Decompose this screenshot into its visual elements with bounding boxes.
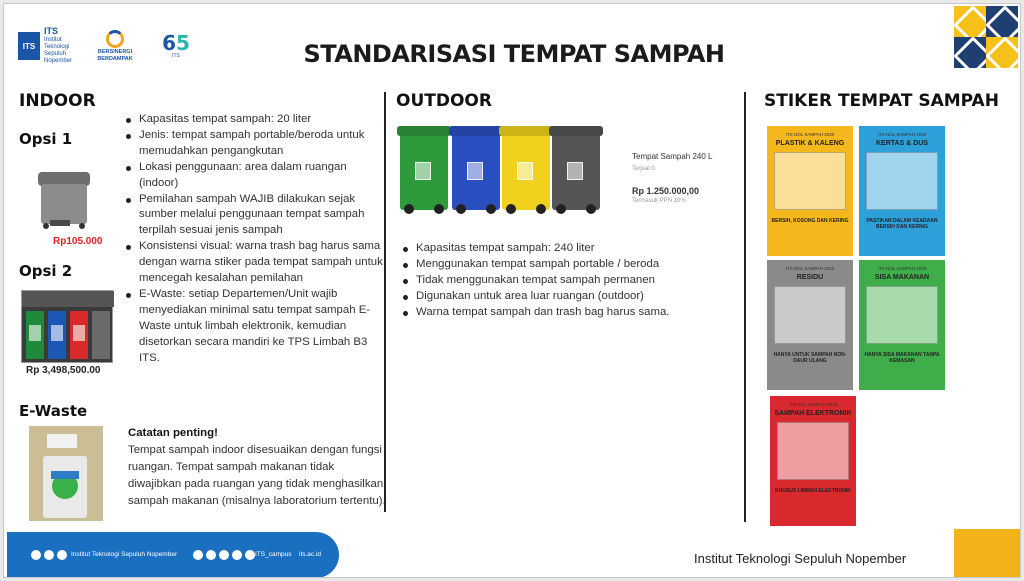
product-price: Rp 1.250.000,00 <box>632 186 700 196</box>
outdoor-bullet: Tidak menggunakan tempat sampah permanen <box>402 273 732 289</box>
slide <box>3 3 1021 578</box>
indoor-bullet: Konsistensi visual: warna trash bag harus sama dengan warna stiker pada tempat sampah untuk mencegah kesalahan pemilahan <box>125 239 383 287</box>
its-logo: ITS ITS Institut Teknologi Sepuluh Nopember <box>18 28 74 65</box>
indoor-bullet: Pemilahan sampah WAJIB dilakukan sejak sumber melalui penggunaan tempat sampah terpilah sesuai jenis sampah <box>125 192 383 240</box>
stickers-heading: STIKER TEMPAT SAMPAH <box>764 91 999 111</box>
indoor-bullet-list <box>125 112 383 367</box>
sticker-footer: KHUSUS LIMBAH ELEKTRONIK <box>775 488 851 494</box>
indoor-bullet: Jenis: tempat sampah portable/beroda untuk memudahkan pengangkutan <box>125 128 383 160</box>
outdoor-bullet: Warna tempat sampah dan trash bag harus sama. <box>402 305 732 321</box>
sticker-residu <box>767 260 853 390</box>
x-icon[interactable] <box>193 550 203 560</box>
opsi-1-price: Rp105.000 <box>53 236 103 247</box>
threads-icon[interactable] <box>206 550 216 560</box>
note-text: Tempat sampah indoor disesuaikan dengan fungsi ruangan. Tempat sampah makanan tidak diwajibkan pada ruangan yang tidak menghasilkan sampah makanan (misalnya laboratorium tertentu). <box>128 444 386 507</box>
sticker-name: PLASTIK & KALENG <box>775 140 845 147</box>
ewaste-label: E-Waste <box>19 402 88 420</box>
facebook-icon[interactable] <box>31 550 41 560</box>
sticker-header: ITS NOL SAMPAH 2030 <box>785 132 835 137</box>
sticker-illustration <box>866 152 938 210</box>
outdoor-bins-image <box>396 124 724 220</box>
divider-right <box>744 92 746 522</box>
sticker-header: ITS NOL SAMPAH 2030 <box>785 266 835 271</box>
logo-row <box>18 26 196 66</box>
its-65-logo: 65 ITS <box>162 31 190 59</box>
sticker-kertas-dus <box>859 126 945 256</box>
sticker-header: ITS NOL SAMPAH 2030 <box>877 266 927 271</box>
social-icons <box>31 550 67 560</box>
sticker-footer: HANYA SISA MAKANAN TANPA KEMASAN <box>864 352 940 364</box>
sticker-name: SAMPAH ELEKTRONIK <box>774 410 852 417</box>
sticker-header: ITS NOL SAMPAH 2030 <box>877 132 927 137</box>
footer-institution: Institut Teknologi Sepuluh Nopember <box>694 551 907 566</box>
outdoor-bullet: Kapasitas tempat sampah: 240 liter <box>402 241 732 257</box>
opsi-2-price: Rp 3,498,500.00 <box>26 365 101 376</box>
outdoor-bullet: Menggunakan tempat sampah portable / beroda <box>402 257 732 273</box>
sticker-sampah-elektronik <box>770 396 856 526</box>
product-name: Tempat Sampah 240 L <box>632 152 713 161</box>
outdoor-bin <box>452 132 500 210</box>
linkedin-icon[interactable] <box>57 550 67 560</box>
outdoor-bullet: Digunakan untuk area luar ruangan (outdoor) <box>402 289 732 305</box>
note-title: Catatan penting! <box>128 427 218 439</box>
outdoor-bin <box>400 132 448 210</box>
product-tax: Termasuk PPN 10% <box>632 198 686 204</box>
spotify-icon[interactable] <box>232 550 242 560</box>
sticker-illustration <box>774 152 846 210</box>
instagram-icon[interactable] <box>219 550 229 560</box>
indoor-bullet: Kapasitas tempat sampah: 20 liter <box>125 112 383 128</box>
page-title: STANDARISASI TEMPAT SAMPAH <box>303 40 725 68</box>
indoor-bullet: Lokasi penggunaan: area dalam ruangan (indoor) <box>125 160 383 192</box>
sticker-header: ITS NOL SAMPAH 2030 <box>788 402 838 407</box>
opsi-2-label: Opsi 2 <box>19 262 73 280</box>
footer-bar <box>7 532 339 578</box>
indoor-bin-set-image <box>21 290 113 363</box>
sticker-name: SISA MAKANAN <box>874 274 930 281</box>
youtube-icon[interactable] <box>44 550 54 560</box>
sticker-name: KERTAS & DUS <box>876 140 928 147</box>
outdoor-bullet-list <box>402 241 732 321</box>
sticker-footer: BERSIH, KOSONG DAN KERING <box>771 218 849 224</box>
footer-left-text: Institut Teknologi Sepuluh Nopember <box>71 551 178 558</box>
tiktok-icon[interactable] <box>245 550 255 560</box>
outdoor-bin <box>552 132 600 210</box>
berdampak-logo: BERSINERGI BERDAMPAK <box>88 30 142 63</box>
sticker-illustration <box>866 286 938 344</box>
opsi-1-label: Opsi 1 <box>19 130 73 148</box>
sticker-illustration <box>777 422 849 480</box>
sticker-illustration <box>774 286 846 344</box>
footer-handle: ITS_campus <box>255 551 292 558</box>
important-note <box>128 425 386 510</box>
sticker-name: RESIDU <box>796 274 824 281</box>
indoor-heading: INDOOR <box>19 91 96 111</box>
sticker-sisa-makanan <box>859 260 945 390</box>
sticker-footer: HANYA UNTUK SAMPAH NON-DAUR ULANG <box>773 352 847 364</box>
social-icons-2 <box>193 550 255 560</box>
footer-accent-square <box>954 529 1021 578</box>
sticker-footer: PASTIKAN DALAM KEADAAN BERSIH DAN KERING <box>866 218 938 230</box>
indoor-bin-image <box>32 164 96 230</box>
sticker-plastik-kaleng <box>767 126 853 256</box>
outdoor-bin <box>502 132 550 210</box>
indoor-bullet: E-Waste: setiap Departemen/Unit wajib menyediakan minimal satu tempat sampah E-Waste untuk limbah elektronik, kemudian disetorkan secara mandiri ke TPS Limbah B3 ITS. <box>125 287 383 367</box>
ewaste-bin-image <box>29 426 103 521</box>
decorative-pattern <box>954 6 1018 68</box>
outdoor-heading: OUTDOOR <box>396 91 492 111</box>
footer-site[interactable]: its.ac.id <box>299 551 322 558</box>
product-sold: Terjual 0 <box>632 166 655 172</box>
